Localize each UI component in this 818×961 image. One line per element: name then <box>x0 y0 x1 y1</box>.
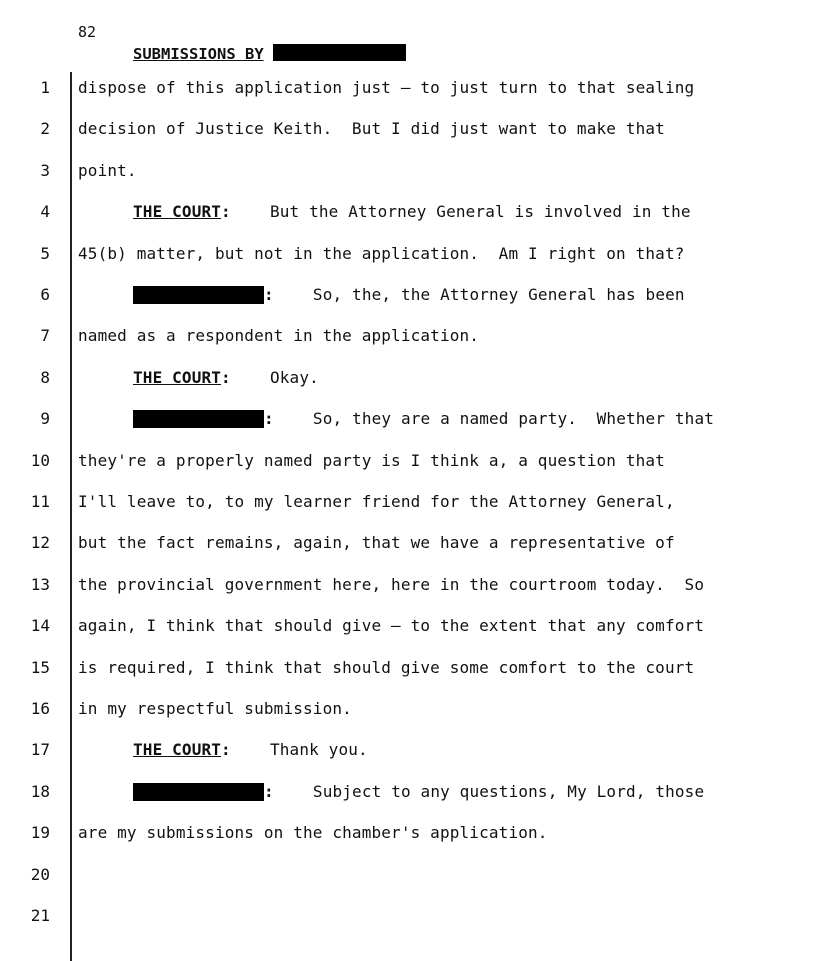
line-number: 16 <box>30 699 50 718</box>
line-number: 1 <box>40 78 50 97</box>
transcript-line <box>78 450 808 472</box>
speaker-label: THE COURT <box>133 202 222 221</box>
line-text: point. <box>78 161 137 180</box>
line-number: 15 <box>30 658 50 677</box>
transcript-line <box>133 201 818 223</box>
line-text: they're a properly named party is I think a, a question that <box>78 451 665 470</box>
transcript-line <box>78 615 808 637</box>
transcript-line <box>133 367 818 389</box>
transcript-line <box>78 822 808 844</box>
transcript-line <box>133 408 818 430</box>
transcript-line <box>78 532 808 554</box>
line-number: 19 <box>30 823 50 842</box>
line-text: So, they are a named party. Whether that <box>273 409 715 428</box>
line-number: 17 <box>30 740 50 759</box>
line-text: again, I think that should give — to the extent that any comfort <box>78 616 705 635</box>
line-number: 3 <box>40 161 50 180</box>
line-text: in my respectful submission. <box>78 699 352 718</box>
line-number: 7 <box>40 326 50 345</box>
line-number: 4 <box>40 202 50 221</box>
line-number: 18 <box>30 782 50 801</box>
line-text: named as a respondent in the application. <box>78 326 480 345</box>
line-text: is required, I think that should give some comfort to the court <box>78 658 695 677</box>
line-text: Subject to any questions, My Lord, those <box>273 782 705 801</box>
line-text: dispose of this application just — to just turn to that sealing <box>78 78 695 97</box>
transcript-line <box>78 698 808 720</box>
page-number: 82 <box>78 23 97 41</box>
transcript-line <box>78 118 808 140</box>
transcript-line <box>78 325 808 347</box>
speaker-label: THE COURT <box>133 368 222 387</box>
speaker-colon: : <box>264 782 274 801</box>
line-text: But the Attorney General is involved in the <box>230 202 691 221</box>
line-number: 5 <box>40 244 50 263</box>
line-text: So, the, the Attorney General has been <box>273 285 685 304</box>
speaker-colon: : <box>221 202 231 221</box>
transcript-line <box>78 574 808 596</box>
line-text: are my submissions on the chamber's application. <box>78 823 548 842</box>
line-number: 12 <box>30 533 50 552</box>
section-header-title: SUBMISSIONS BY <box>133 45 264 63</box>
redaction-bar <box>273 44 406 61</box>
line-number: 2 <box>40 119 50 138</box>
line-text: decision of Justice Keith. But I did just want to make that <box>78 119 665 138</box>
line-number: 9 <box>40 409 50 428</box>
speaker-colon: : <box>221 368 231 387</box>
line-number: 6 <box>40 285 50 304</box>
transcript-line <box>133 781 818 803</box>
line-number: 11 <box>30 492 50 511</box>
section-header <box>133 43 406 65</box>
margin-rule <box>70 72 72 961</box>
transcript-line <box>78 491 808 513</box>
transcript-line <box>133 739 818 761</box>
transcript-line <box>78 243 808 265</box>
line-number: 8 <box>40 368 50 387</box>
line-number: 13 <box>30 575 50 594</box>
transcript-line <box>133 284 818 306</box>
redaction-bar <box>133 286 264 304</box>
line-text: Thank you. <box>230 740 368 759</box>
line-text: Okay. <box>230 368 319 387</box>
speaker-colon: : <box>264 409 274 428</box>
transcript-line <box>78 657 808 679</box>
speaker-colon: : <box>221 740 231 759</box>
redaction-bar <box>133 783 264 801</box>
line-number: 21 <box>30 906 50 925</box>
line-text: I'll leave to, to my learner friend for the Attorney General, <box>78 492 675 511</box>
redaction-bar <box>133 410 264 428</box>
line-number: 14 <box>30 616 50 635</box>
speaker-colon: : <box>264 285 274 304</box>
line-number: 20 <box>30 865 50 884</box>
line-text: but the fact remains, again, that we have a representative of <box>78 533 675 552</box>
line-number: 10 <box>30 451 50 470</box>
line-text: 45(b) matter, but not in the application. Am I right on that? <box>78 244 685 263</box>
transcript-line <box>78 77 808 99</box>
line-text: the provincial government here, here in the courtroom today. So <box>78 575 705 594</box>
speaker-label: THE COURT <box>133 740 222 759</box>
transcript-line <box>78 160 808 182</box>
